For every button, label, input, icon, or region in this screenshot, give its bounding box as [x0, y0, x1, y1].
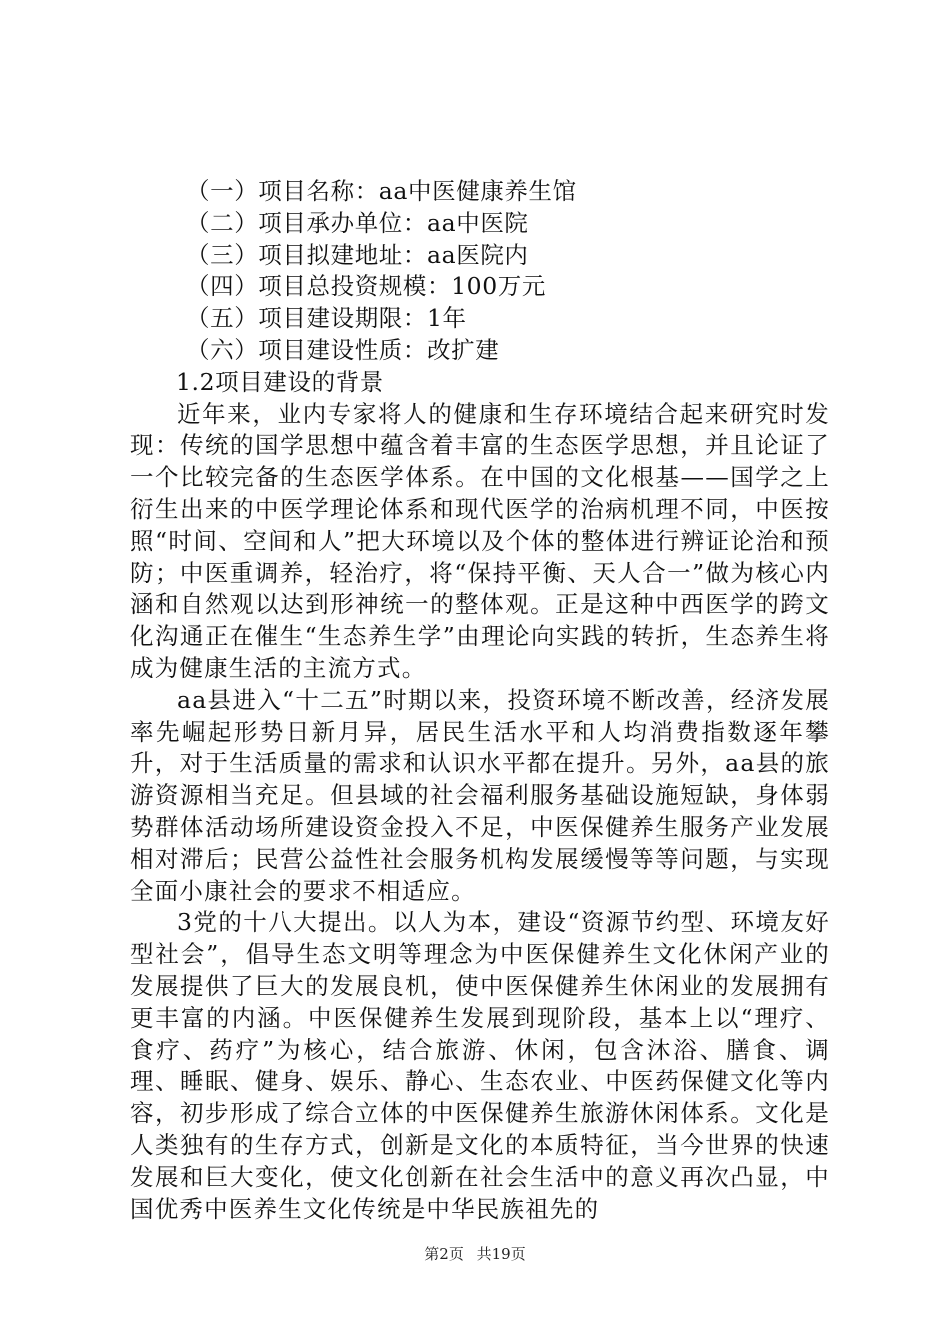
project-info-item: （三）项目拟建地址：aa医院内 — [186, 240, 529, 269]
project-info-item: （六）项目建设性质：改扩建 — [186, 335, 500, 364]
total-page-count: 共19页 — [476, 1245, 526, 1263]
body-paragraph: 3党的十八大提出。以人为本，建设“资源节约型、环境友好型社会”，倡导生态文明等理念为中医保健养生文化休闲产业的发展提供了巨大的发展良机，使中医保健养生休闲业的发展拥有更丰富的内涵。中医保健养生发展到现阶段，基本上以“理疗、食疗、药疗”为核心，结合旅游、休闲，包含沐浴、膳食、调理、睡眠、健身、娱乐、静心、生态农业、中医药保健文化等内容，初步形成了综合立体的中医保健养生旅游休闲体系。文化是人类独有的生存方式，创新是文化的本质特征，当今世界的快速发展和巨大变化，使文化创新在社会生活中的意义再次凸显，中国优秀中医养生文化传统是中华民族祖先的 — [130, 908, 830, 1223]
project-info-item: （五）项目建设期限：1年 — [186, 304, 467, 333]
document-body — [130, 176, 830, 1225]
project-info-item: （一）项目名称：aa中医健康养生馆 — [186, 177, 577, 205]
page-footer — [0, 1243, 950, 1264]
body-paragraph: aa县进入“十二五”时期以来，投资环境不断改善，经济发展率先崛起形势日新月异，居民生活水平和人均消费指数逐年攀升，对于生活质量的需求和认识水平都在提升。另外，aa县的旅游资源相当充足。但县域的社会福利服务基础设施短缺，身体弱势群体活动场所建设资金投入不足，中医保健养生服务产业发展相对滞后；民营公益性社会服务机构发展缓慢等等问题，与实现全面小康社会的要求不相适应。 — [130, 685, 830, 905]
section-heading: 1.2项目建设的背景 — [176, 367, 384, 396]
project-info-item: （二）项目承办单位：aa中医院 — [186, 208, 529, 237]
current-page-number: 第2页 — [424, 1245, 464, 1263]
body-paragraph: 近年来，业内专家将人的健康和生存环境结合起来研究时发现：传统的国学思想中蕴含着丰富的生态医学思想，并且论证了一个比较完备的生态医学体系。在中国的文化根基——国学之上衍生出来的中医学理论体系和现代医学的治病机理不同，中医按照“时间、空间和人”把大环境以及个体的整体进行辨证论治和预防；中医重调养，轻治疗，将“保持平衡、天人合一”做为核心内涵和自然观以达到形神统一的整体观。正是这种中西医学的跨文化沟通正在催生“生态养生学”由理论向实践的转折，生态养生将成为健康生活的主流方式。 — [130, 399, 830, 682]
project-info-item: （四）项目总投资规模：100万元 — [186, 272, 546, 301]
